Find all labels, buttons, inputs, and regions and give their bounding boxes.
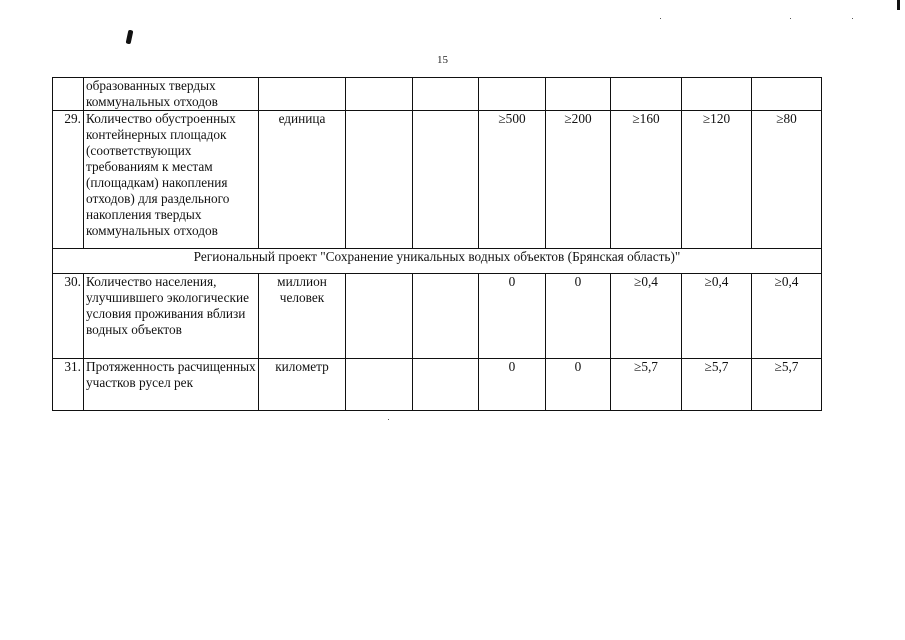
value-cell [346,274,413,359]
indicator-name: Протяженность расчищенных участков русел рек [84,359,259,411]
value-cell: ≥500 [479,111,546,249]
page-number: 15 [437,54,448,66]
indicator-name: образованных твердых коммунальных отходов [84,78,259,111]
value-cell [413,111,479,249]
value-cell: 0 [479,274,546,359]
value-cell: 0 [546,359,611,411]
scan-speck [852,18,853,19]
value-cell: ≥80 [752,111,822,249]
value-cell [413,359,479,411]
value-cell [682,78,752,111]
value-cell [546,78,611,111]
value-cell [413,78,479,111]
indicator-name: Количество обустроенных контейнерных площадок (соответствующих требованиям к местам (площадкам) накопления отходов) для раздельного накопления твердых коммунальных отходов [84,111,259,249]
scan-artifact-mark [126,30,134,45]
value-cell: ≥160 [611,111,682,249]
table-row [53,78,822,111]
table-row [53,274,822,359]
row-number: 30. [53,274,84,359]
value-cell: ≥120 [682,111,752,249]
unit-cell: миллион человек [259,274,346,359]
value-cell: 0 [546,274,611,359]
value-cell: ≥0,4 [611,274,682,359]
table-row [53,111,822,249]
row-number: 29. [53,111,84,249]
value-cell: ≥5,7 [682,359,752,411]
value-cell [479,78,546,111]
value-cell [346,359,413,411]
value-cell: ≥5,7 [611,359,682,411]
value-cell: 0 [479,359,546,411]
row-number: 31. [53,359,84,411]
value-cell: ≥5,7 [752,359,822,411]
section-title: Региональный проект "Сохранение уникальных водных объектов (Брянская область)" [53,249,822,274]
value-cell [611,78,682,111]
unit-cell: километр [259,359,346,411]
section-row [53,249,822,274]
value-cell: ≥200 [546,111,611,249]
indicators-table [52,77,822,411]
scan-artifact-edge [897,0,900,10]
value-cell [752,78,822,111]
value-cell: ≥0,4 [752,274,822,359]
value-cell: ≥0,4 [682,274,752,359]
value-cell [413,274,479,359]
unit-cell: единица [259,111,346,249]
scan-speck [790,18,791,19]
row-number [53,78,84,111]
value-cell [346,111,413,249]
scan-speck [388,419,389,420]
value-cell [346,78,413,111]
scan-speck [660,18,661,19]
indicator-name: Количество населения, улучшившего экологические условия проживания вблизи водных объектов [84,274,259,359]
unit-cell [259,78,346,111]
table-row [53,359,822,411]
